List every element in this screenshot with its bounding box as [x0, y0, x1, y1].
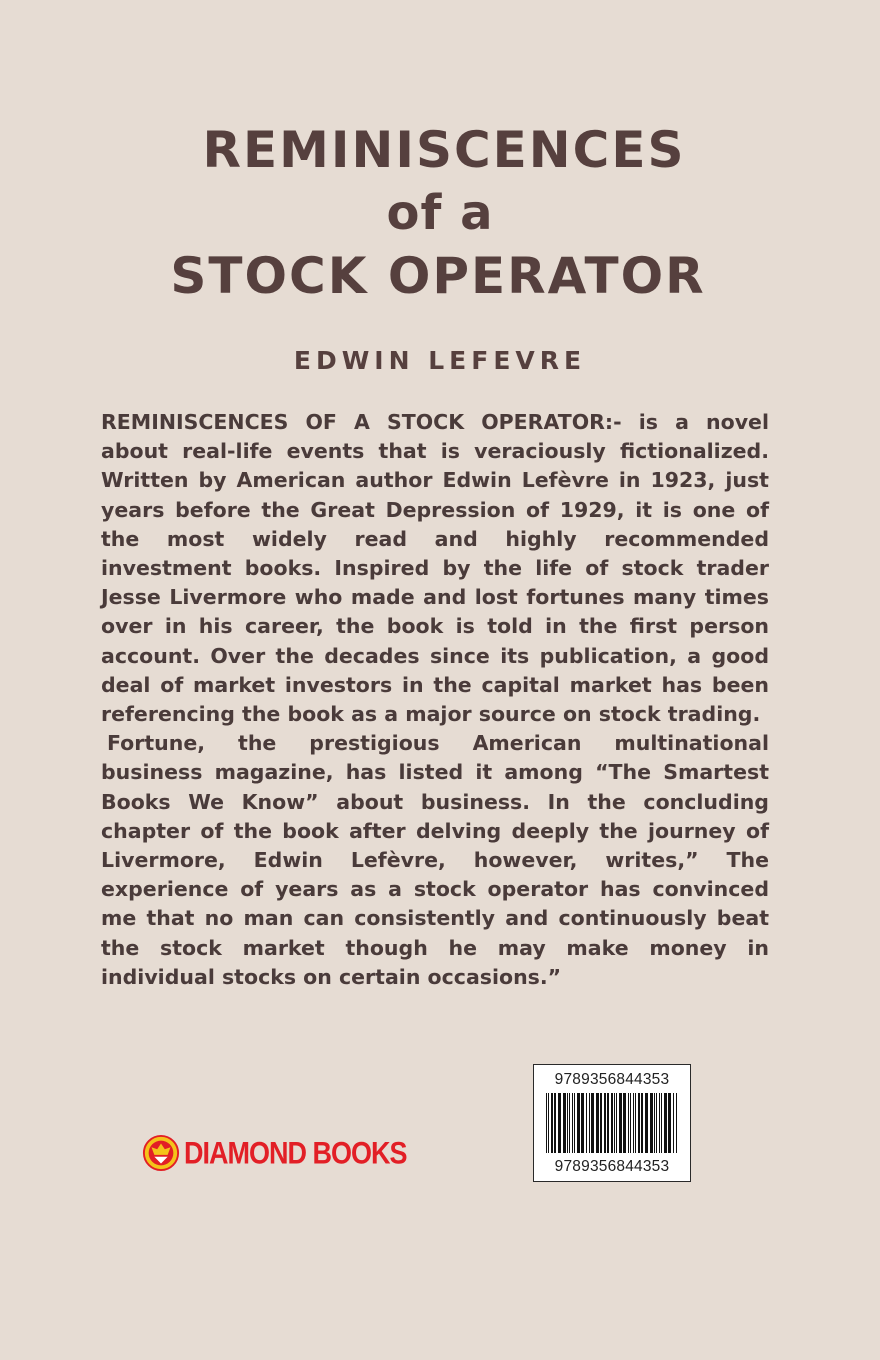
title-line-reminiscences: REMINISCENCES	[202, 121, 686, 179]
diamond-books-logo-icon	[142, 1134, 180, 1172]
barcode-bar	[650, 1093, 653, 1153]
isbn-barcode	[533, 1064, 691, 1182]
barcode-bar	[554, 1093, 556, 1153]
blurb-paragraph-1: REMINISCENCES OF A STOCK OPERATOR:- is a novel about real-life events that is veraciously fictionalized. Written by American author Edwin Lefèvre in 1923, just years before the Great Depression of 1929, it is one of the most widely read and highly recommended investment books. Inspired by the life of stock trader Jesse Livermore who made and lost fortunes many times over in his career, the book is told in the first person account. Over the decades since its publication, a good deal of market investors in the capital market has been referencing the book as a major source on stock trading.	[101, 410, 769, 727]
barcode-bar	[630, 1093, 631, 1153]
isbn-number-bottom: 9789356844353	[554, 1158, 670, 1175]
barcode-bar	[654, 1093, 655, 1153]
barcode-bar	[676, 1093, 677, 1153]
barcode-bar	[668, 1093, 671, 1153]
barcode-bar	[567, 1093, 568, 1153]
barcode-bar	[645, 1093, 648, 1153]
barcode-bar	[628, 1093, 629, 1153]
barcode-bar	[572, 1093, 573, 1153]
publisher-name: DIAMOND BOOKS	[184, 1135, 407, 1170]
publisher-logo	[142, 1132, 407, 1174]
barcode-bar	[619, 1093, 622, 1153]
blurb-text	[101, 408, 769, 992]
blurb-paragraph-2: Fortune, the prestigious American multinational business magazine, has listed it among “The Smartest Books We Know” about business. In the concluding chapter of the book after delving deeply the journey of Livermore, Edwin Lefèvre, however, writes,” The experience of years as a stock operator has convinced me that no man can consistently and continuously beat the stock market though he may make money in individual stocks on certain occasions.”	[101, 731, 769, 989]
barcode-bar	[600, 1093, 602, 1153]
barcode-bar	[546, 1093, 547, 1153]
barcode-bar	[569, 1093, 570, 1153]
barcode-bar	[577, 1093, 580, 1153]
barcode-bar	[641, 1093, 643, 1153]
barcode-bar	[551, 1093, 553, 1153]
barcode-bar	[614, 1093, 615, 1153]
barcode-bar	[558, 1093, 561, 1153]
barcode-icon	[546, 1093, 678, 1153]
barcode-bar	[596, 1093, 599, 1153]
barcode-bar	[623, 1093, 626, 1153]
barcode-bar	[548, 1093, 549, 1153]
title-line-of-a: of a	[386, 185, 494, 241]
barcode-bar	[563, 1093, 566, 1153]
barcode-bar	[607, 1093, 609, 1153]
barcode-bar	[604, 1093, 606, 1153]
barcode-bar	[656, 1093, 657, 1153]
title-line-stock-operator: STOCK OPERATOR	[170, 247, 706, 305]
barcode-bar	[611, 1093, 613, 1153]
barcode-bar	[616, 1093, 617, 1153]
barcode-bar	[589, 1093, 590, 1153]
author-name: EDWIN LEFEVRE	[293, 346, 587, 375]
barcode-bar	[633, 1093, 634, 1153]
isbn-number-top: 9789356844353	[554, 1071, 670, 1088]
barcode-bar	[638, 1093, 640, 1153]
barcode-bar	[659, 1093, 660, 1153]
barcode-bar	[574, 1093, 575, 1153]
barcode-bar	[581, 1093, 584, 1153]
barcode-bar	[635, 1093, 636, 1153]
barcode-bar	[664, 1093, 667, 1153]
barcode-bar	[661, 1093, 662, 1153]
barcode-bar	[591, 1093, 594, 1153]
barcode-bar	[673, 1093, 674, 1153]
barcode-bar	[586, 1093, 587, 1153]
book-title	[0, 118, 880, 308]
